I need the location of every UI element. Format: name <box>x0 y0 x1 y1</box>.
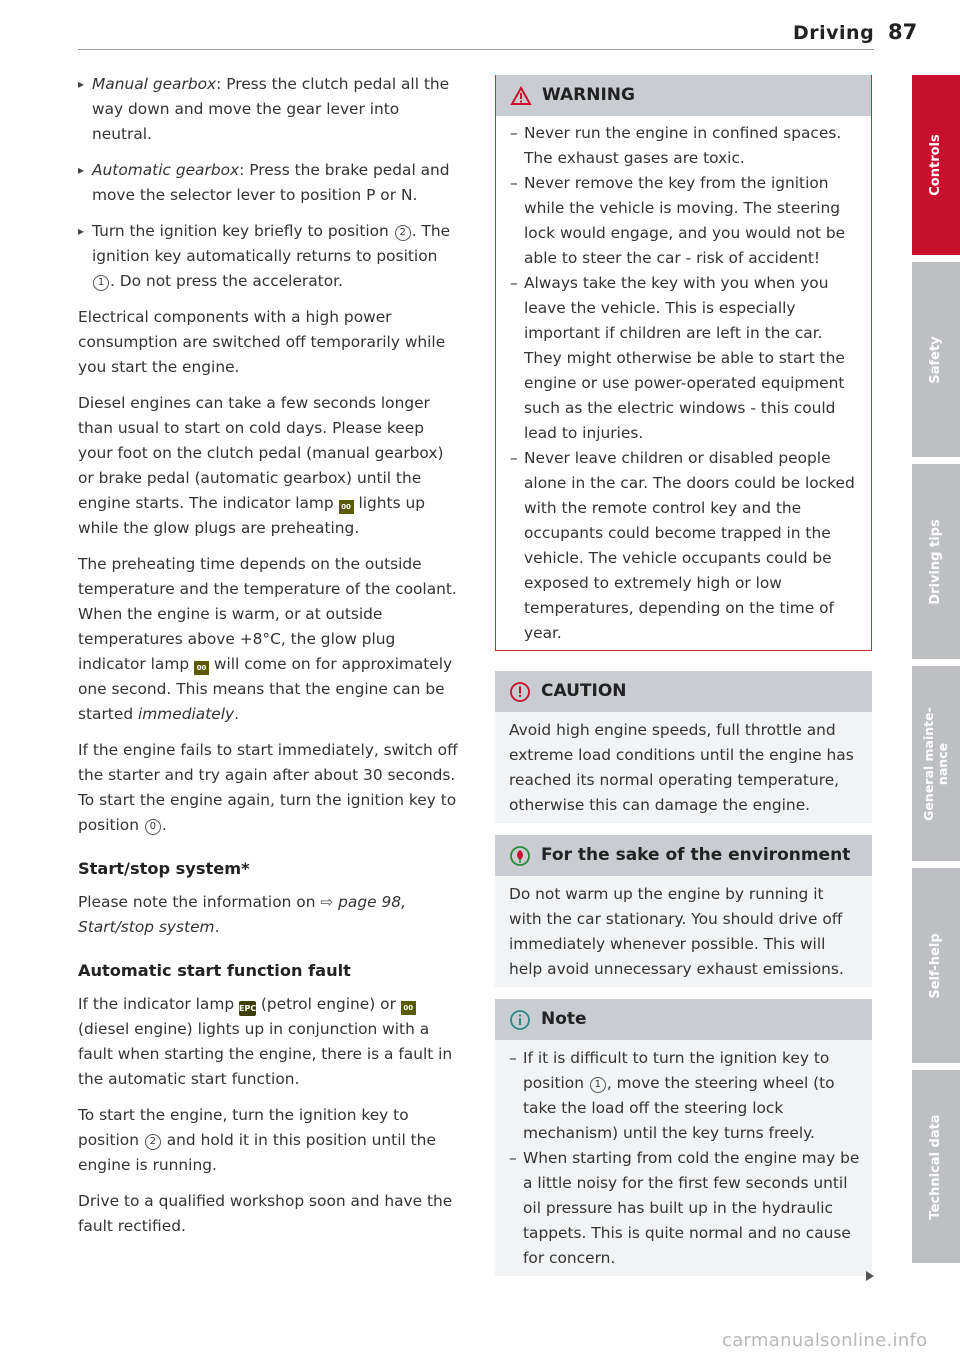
glow-plug-lamp-icon: 00 <box>339 500 354 514</box>
position-2-marker: 2 <box>145 1134 161 1150</box>
paragraph-diesel: Diesel engines can take a few seconds longer than usual to start on cold days. Please keep your foot on the clutch pedal (manual gearbox) or brake pedal (automatic gearbox) until the engine starts. The indicator lamp 00 lights up while the glow plugs are preheating. <box>78 394 444 537</box>
environment-box <box>495 835 872 987</box>
position-0-marker: 0 <box>145 819 161 835</box>
tab-self-help[interactable]: Self-help <box>912 868 960 1063</box>
start-steps-list <box>78 72 458 294</box>
position-1-marker: 1 <box>590 1077 606 1093</box>
chapter-tabs <box>912 75 960 1270</box>
glow-plug-lamp-icon: 00 <box>401 1001 416 1015</box>
paragraph-workshop: Drive to a qualified workshop soon and have the fault rectified. <box>78 1192 453 1235</box>
paragraph-startstop: Please note the information on ⇨ page 98, Start/stop system. <box>78 893 406 936</box>
list-item: – Never run the engine in confined spaces. The exhaust gases are toxic. <box>510 121 859 171</box>
list-item: – If it is difficult to turn the ignition key to position 1 , move the steering wheel (to take the load off the steering lock mechanism) until the key turns freely. <box>509 1046 860 1146</box>
paragraph-fails: If the engine fails to start immediately, switch off the starter and try again after about 30 seconds. To start the engine again, turn the ignition key to position 0 . <box>78 741 458 834</box>
environment-leaf-icon <box>509 845 531 867</box>
left-column <box>78 72 458 1250</box>
warning-header: WARNING <box>496 75 871 116</box>
page-number: 87 <box>888 20 918 44</box>
position-1-marker: 1 <box>93 275 109 291</box>
note-header: Note <box>495 999 872 1040</box>
startstop-heading: Start/stop system* <box>78 859 250 878</box>
note-body <box>495 1040 872 1276</box>
caution-icon <box>509 681 531 703</box>
tab-controls[interactable]: Controls <box>912 75 960 255</box>
position-2-marker: 2 <box>395 225 411 241</box>
list-item: – Never remove the key from the ignition while the vehicle is moving. The steering lock would engage, and you would not be able to steer the car - risk of accident! <box>510 171 859 271</box>
caution-box <box>495 671 872 823</box>
paragraph-electrical: Electrical components with a high power consumption are switched off temporarily while you start the engine. <box>78 308 446 376</box>
glow-plug-lamp-icon: 00 <box>194 661 209 675</box>
list-item: – Always take the key with you when you leave the vehicle. This is especially important if children are left in the car. They might otherwise be able to start the engine or use power-operated equipment such as the electric windows - this could lead to injuries. <box>510 271 859 446</box>
list-item: – When starting from cold the engine may be a little noisy for the first few seconds until oil pressure has built up in the hydraulic tappets. This is quite normal and no cause for concern. <box>509 1146 860 1271</box>
environment-body: Do not warm up the engine by running it with the car stationary. You should drive off immediately whenever possible. This will help avoid unnecessary exhaust emissions. <box>495 876 872 987</box>
header-divider <box>78 49 874 50</box>
list-item: – Never leave children or disabled people alone in the car. The doors could be locked with the remote control key and the occupants could become trapped in the vehicle. The vehicle occupants could be exposed to extremely high or low temperatures, depending on the time of year. <box>510 446 859 646</box>
tab-technical-data[interactable]: Technical data <box>912 1070 960 1263</box>
list-item: ▸ Automatic gearbox: Press the brake pedal and move the selector lever to position P or N. <box>78 158 458 208</box>
paragraph-fault: If the indicator lamp EPC (petrol engine) or 00 (diesel engine) lights up in conjunction with a fault when starting the engine, there is a fault in the automatic start function. <box>78 995 453 1088</box>
section-title: Driving <box>793 22 875 44</box>
tab-safety[interactable]: Safety <box>912 262 960 457</box>
continued-arrow-icon <box>866 1271 874 1281</box>
watermark: carmanualsonline.info <box>722 1330 928 1351</box>
paragraph-preheating: The preheating time depends on the outside temperature and the temperature of the coolant. When the engine is warm, or at outside temperatures above +8°C, the glow plug indicator lamp 00 will come on for approximately one second. This means that the engine can be started immediately. <box>78 555 457 723</box>
tab-general-maintenance[interactable]: General mainte- nance <box>912 666 960 861</box>
paragraph-start: To start the engine, turn the ignition key to position 2 and hold it in this position until the engine is running. <box>78 1106 436 1174</box>
tab-driving-tips[interactable]: Driving tips <box>912 464 960 659</box>
arrow-right-icon: ⇨ <box>320 893 334 911</box>
warning-body <box>496 116 871 650</box>
caution-body: Avoid high engine speeds, full throttle and extreme load conditions until the engine has reached its normal operating temperature, otherwise this can damage the engine. <box>495 712 872 823</box>
list-item: ▸ Manual gearbox: Press the clutch pedal all the way down and move the gear lever into neutral. <box>78 72 458 147</box>
page-reference-link[interactable]: page 98, Start/stop system <box>78 893 406 936</box>
warning-triangle-icon <box>510 86 532 106</box>
list-item: ▸ Turn the ignition key briefly to position 2 . The ignition key automatically returns to position 1 . Do not press the accelerator. <box>78 219 458 294</box>
caution-header: CAUTION <box>495 671 872 712</box>
warning-box <box>495 75 872 651</box>
environment-header: For the sake of the environment <box>495 835 872 876</box>
fault-heading: Automatic start function fault <box>78 961 351 980</box>
info-icon <box>509 1009 531 1031</box>
right-column <box>495 75 872 1276</box>
note-box <box>495 999 872 1276</box>
epc-lamp-icon: EPC <box>239 1001 256 1016</box>
